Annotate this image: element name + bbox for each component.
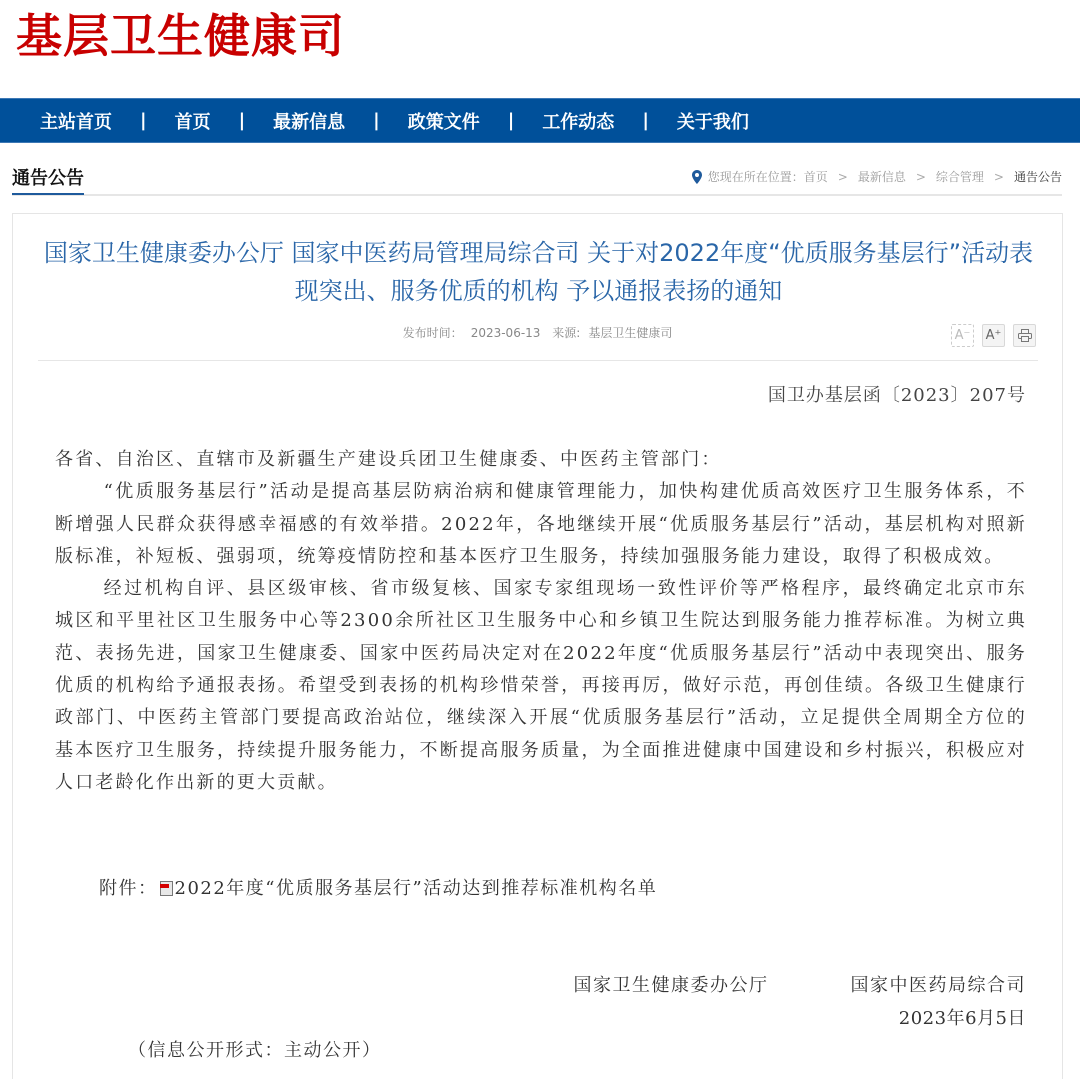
signatures [574, 971, 1027, 997]
section-header [12, 164, 1062, 196]
breadcrumb-latest-info[interactable]: 最新信息 [857, 170, 906, 184]
font-decrease-button[interactable] [951, 324, 974, 347]
nav-item-home[interactable]: 首页 [174, 111, 211, 133]
attachment [99, 874, 657, 900]
font-decrease-icon: A⁻ [954, 328, 971, 343]
attachment-link[interactable]: 2022年度“优质服务基层行”活动达到推荐标准机构名单 [174, 878, 658, 899]
article-meta [13, 324, 1062, 341]
nav-item-about-us[interactable]: 关于我们 [676, 111, 749, 133]
signature-nhc-office: 国家卫生健康委办公厅 [573, 975, 769, 996]
breadcrumb-separator: > [837, 169, 848, 184]
breadcrumb-prefix: 您现在所在位置： [707, 170, 804, 184]
article-title: 国家卫生健康委办公厅 国家中医药局管理局综合司 关于对2022年度“优质服务基层行”活动表现突出、服务优质的机构 予以通报表扬的通知 [43, 239, 1034, 305]
nav-item-policy-docs[interactable]: 政策文件 [407, 111, 480, 133]
document-number: 国卫办基层函〔2023〕207号 [767, 385, 1026, 406]
nav-separator: | [373, 110, 380, 131]
source-label: 来源: [552, 326, 581, 340]
salutation: 各省、自治区、直辖市及新疆生产建设兵团卫生健康委、中医药主管部门： [55, 449, 722, 470]
nav-separator: | [507, 110, 515, 131]
signature-tcm-dept: 国家中医药局综合司 [850, 975, 1026, 996]
nav-separator: | [238, 110, 246, 131]
nav-item-work-updates[interactable]: 工作动态 [542, 111, 615, 133]
font-increase-button[interactable] [982, 324, 1005, 347]
breadcrumb-separator: > [915, 169, 926, 184]
body-paragraph: “优质服务基层行”活动是提高基层防病治病和健康管理能力，加快构建优质高效医疗卫生服务体系，不断增强人民群众获得感幸福感的有效举措。2022年，各地继续开展“优质服务基层行”活动，基层机构对照新版标准，补短板、强弱项，统筹疫情防控和基本医疗卫生服务，持续加强服务能力建设，取得了积极成效。 [55, 481, 1027, 567]
site-logo[interactable]: 基层卫生健康司 [16, 9, 345, 63]
sign-date: 2023年6月5日 [898, 1008, 1026, 1029]
publish-date: 2023-06-13 [470, 326, 541, 340]
printer-icon [1018, 329, 1032, 342]
article-body [55, 444, 1027, 799]
nav-item-main-site-home[interactable]: 主站首页 [40, 111, 112, 133]
breadcrumb-general-management[interactable]: 综合管理 [935, 170, 984, 184]
source-value: 基层卫生健康司 [588, 326, 673, 340]
article-tools [951, 324, 1036, 347]
attachment-label: 附件： [99, 878, 158, 899]
print-button[interactable] [1013, 324, 1036, 347]
breadcrumb [692, 168, 1062, 185]
meta-divider [38, 360, 1038, 361]
nav-separator: | [140, 110, 147, 131]
body-paragraph: 经过机构自评、县区级审核、省市级复核、国家专家组现场一致性评价等严格程序，最终确定北京市东城区和平里社区卫生服务中心等2300余所社区卫生服务中心和乡镇卫生院达到服务能力推荐标准。为树立典范、表扬先进，国家卫生健康委、国家中医药局决定对在2022年度“优质服务基层行”活动中表现突出、服务优质的机构给予通报表扬。希望受到表扬的机构珍惜荣誉，再接再厉，做好示范，再创佳绩。各级卫生健康行政部门、中医药主管部门要提高政治站位，继续深入开展“优质服务基层行”活动，立足提供全周期全方位的基本医疗卫生服务，持续提升服务能力，不断提高服务质量，为全面推进健康中国建设和乡村振兴，积极应对人口老龄化作出新的更大贡献。 [55, 578, 1027, 793]
disclosure-note: （信息公开形式：主动公开） [128, 1040, 382, 1061]
font-increase-icon: A⁺ [985, 328, 1002, 343]
nav-item-latest-info[interactable]: 最新信息 [273, 111, 346, 133]
location-pin-icon [692, 170, 702, 184]
breadcrumb-current[interactable]: 通告公告 [1013, 170, 1062, 184]
publish-label: 发布时间： [402, 326, 463, 340]
article-container [12, 213, 1063, 1079]
pdf-file-icon [160, 881, 173, 896]
breadcrumb-home[interactable]: 首页 [803, 170, 828, 184]
section-title: 通告公告 [12, 168, 84, 195]
main-nav [0, 98, 1080, 143]
nav-separator: | [642, 110, 649, 131]
breadcrumb-separator: > [993, 169, 1004, 184]
